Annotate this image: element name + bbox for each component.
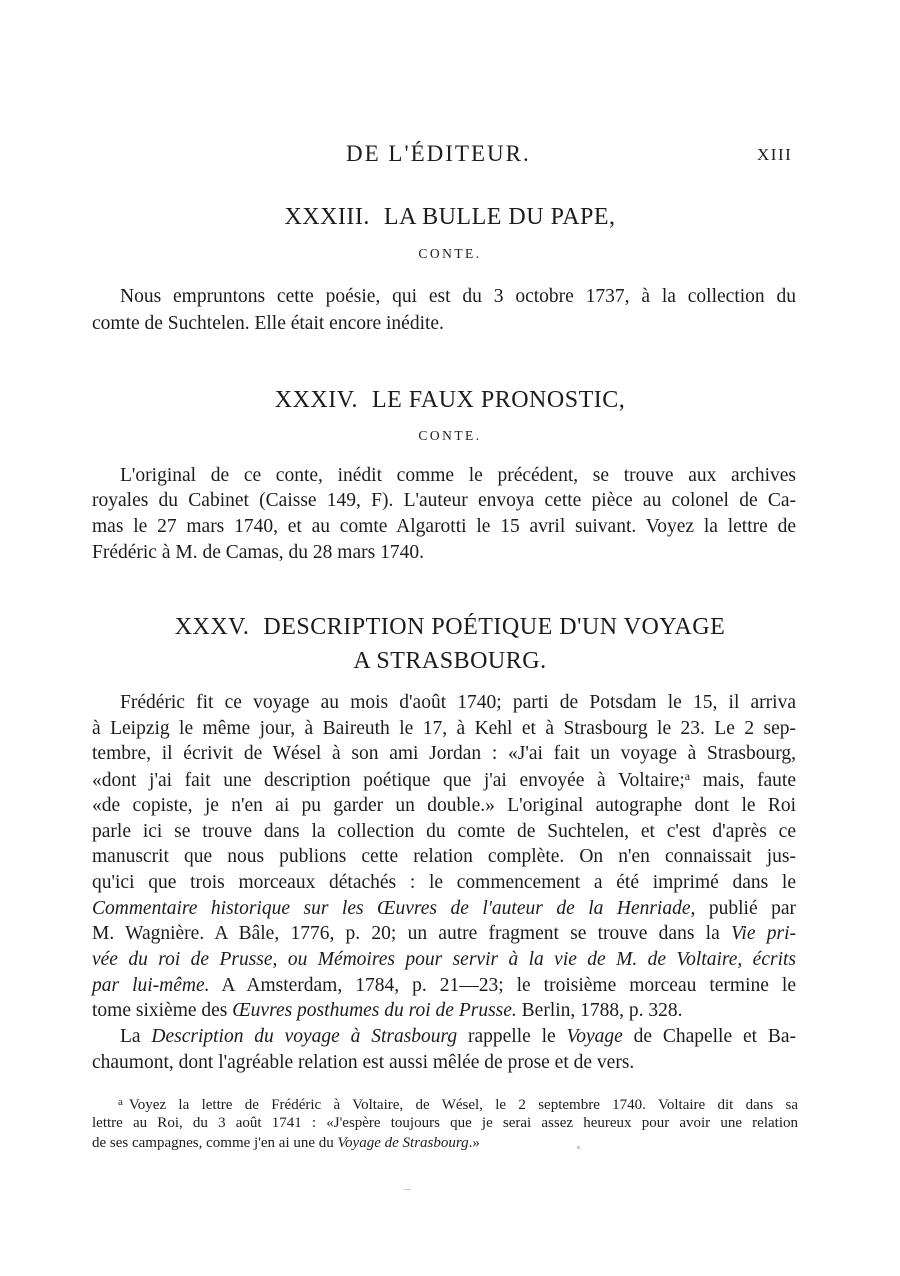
footnote-mark: a [118, 1096, 123, 1108]
section-number: XXXV. [174, 614, 250, 640]
text-line [120, 1026, 796, 1048]
text-line: tembre, il écrivit de Wésel à son ami Jordan : «J'ai fait un voyage à Strasbourg, [92, 743, 796, 764]
text-span: La [120, 1026, 152, 1047]
section-number: XXXIV. [274, 387, 358, 413]
text-line [92, 949, 796, 971]
section-title-xxxiv [0, 387, 900, 414]
text-line [92, 923, 796, 945]
text-span: .» [468, 1135, 480, 1151]
italic-text: Œuvres posthumes du roi de Prusse. [232, 1000, 517, 1021]
italic-text: Commentaire historique sur les Œuvres de l'auteur de la Henriade, [92, 898, 696, 919]
text-span: M. Wagnière. A Bâle, 1776, p. 20; un autre fragment se trouve dans la [92, 923, 731, 944]
italic-text: Description du voyage à Strasbourg [151, 1026, 458, 1047]
section-title-xxxv [0, 614, 900, 641]
text-line: Nous empruntons cette poésie, qui est du 3 octobre 1737, à la collection du [120, 286, 796, 307]
running-head: DE L'ÉDITEUR. [346, 141, 531, 166]
italic-text: vée du roi de Prusse, ou Mémoires pour servir à la vie de M. de Voltaire, écrits [92, 949, 796, 970]
text-span: de Chapelle et Ba- [622, 1026, 796, 1047]
text-line: Frédéric à M. de Camas, du 28 mars 1740. [92, 542, 424, 563]
section-number: XXXIII. [284, 204, 370, 230]
text-line: qu'ici que trois morceaux détachés : le commencement a été imprimé dans le [92, 872, 796, 893]
section-heading: DESCRIPTION POÉTIQUE D'UN VOYAGE [263, 614, 726, 640]
italic-text: Voyage [566, 1026, 623, 1047]
page-number: XIII [757, 145, 793, 164]
section-heading: LA BULLE DU PAPE, [383, 204, 616, 230]
text-line: à Leipzig le même jour, à Baireuth le 17, à Kehl et à Strasbourg le 23. Le 2 sep- [92, 718, 796, 739]
footnote-line [92, 1135, 798, 1152]
text-span: rappelle le [457, 1026, 567, 1047]
text-line: Frédéric fit ce voyage au mois d'août 1740; parti de Potsdam le 15, il arriva [120, 692, 796, 713]
footnote-line [118, 1096, 798, 1114]
text-line [92, 898, 796, 920]
text-line: mas le 27 mars 1740, et au comte Algarotti le 15 avril suivant. Voyez la lettre de [92, 516, 796, 537]
text-span: Berlin, 1788, p. 328. [516, 1000, 683, 1021]
text-line: manuscrit que nous publions cette relation complète. On n'en connaissait jus- [92, 846, 796, 867]
scan-speck [404, 1189, 411, 1190]
text-span: de ses campagnes, comme j'en ai une du [92, 1135, 338, 1151]
text-span: «dont j'ai fait une description poétique que j'ai envoyée à Voltaire; [92, 770, 685, 791]
text-span: tome sixième des [92, 1000, 233, 1021]
section-subtitle: CONTE. [418, 246, 482, 261]
footnote-line: lettre au Roi, du 3 août 1741 : «J'espère toujours que je serai assez heureux pour avoir une relation [92, 1115, 798, 1131]
text-line: parle ici se trouve dans la collection du comte de Suchtelen, et c'est d'après ce [92, 821, 796, 842]
text-line: chaumont, dont l'agréable relation est aussi mêlée de prose et de vers. [92, 1052, 635, 1073]
footnote-reference: a [684, 769, 691, 783]
section-subtitle: CONTE. [418, 428, 482, 443]
text-span: Voyez la lettre de Frédéric à Voltaire, de Wésel, le 2 septembre 1740. Voltaire dit dans sa [128, 1097, 798, 1113]
text-line: royales du Cabinet (Caisse 149, F). L'auteur envoya cette pièce au colonel de Ca- [92, 490, 796, 511]
text-line [92, 975, 796, 997]
text-line: comte de Suchtelen. Elle était encore inédite. [92, 313, 444, 334]
text-span: A Amsterdam, 1784, p. 21—23; le troisième morceau termine le [209, 975, 796, 996]
italic-text: Vie pri- [730, 923, 796, 944]
italic-text: par lui-même. [92, 975, 210, 996]
text-line [92, 769, 796, 792]
text-line: L'original de ce conte, inédit comme le précédent, se trouve aux archives [120, 465, 796, 486]
text-span: mais, faute [690, 770, 796, 791]
text-span: publié par [695, 898, 796, 919]
section-heading: LE FAUX PRONOSTIC, [371, 387, 626, 413]
section-title-xxxiii [0, 204, 900, 231]
scan-speck [577, 1146, 580, 1149]
text-line: «de copiste, je n'en ai pu garder un double.» L'original autographe dont le Roi [92, 795, 796, 816]
section-heading-continued: A STRASBOURG. [353, 648, 547, 674]
text-line [92, 1000, 796, 1022]
italic-text: Voyage de Strasbourg [337, 1135, 469, 1151]
